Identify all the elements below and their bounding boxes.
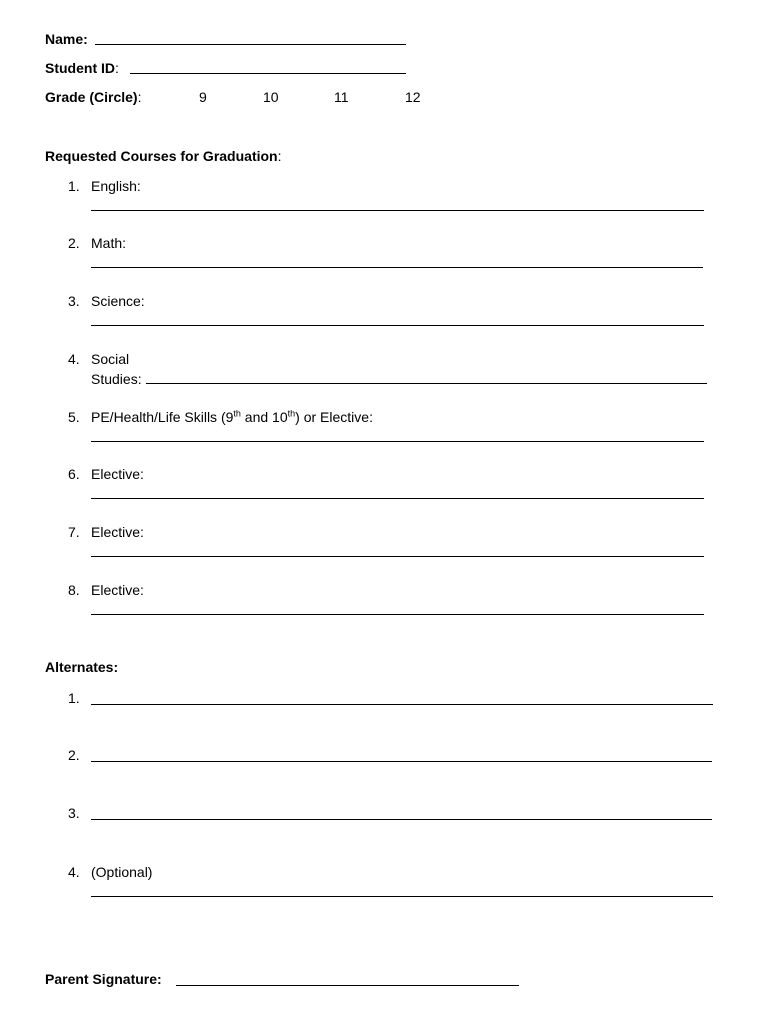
course-3-number: 3.	[68, 293, 80, 309]
course-8-number: 8.	[68, 582, 80, 598]
alternate-2-number: 2.	[68, 747, 80, 763]
course-5-label-a: PE/Health/Life Skills (9	[91, 409, 234, 425]
course-2-field[interactable]	[91, 267, 703, 268]
requested-heading-colon: :	[277, 148, 282, 164]
alternate-3-number: 3.	[68, 805, 80, 821]
grade-option-9[interactable]: 9	[199, 89, 207, 105]
course-7-field[interactable]	[91, 556, 704, 557]
name-label: Name:	[45, 31, 88, 47]
course-4-label-line1: Social	[91, 351, 130, 367]
student-id-label-wrap	[45, 60, 119, 76]
requested-heading: Requested Courses for Graduation	[45, 148, 278, 164]
course-3-field[interactable]	[91, 325, 704, 326]
signature-label: Parent Signature:	[45, 971, 162, 987]
course-5-sup1: th	[233, 408, 241, 419]
course-1-label: English:	[91, 178, 141, 194]
course-3-label: Science:	[91, 293, 145, 309]
course-6-number: 6.	[68, 466, 80, 482]
course-8-label: Elective:	[91, 582, 144, 598]
course-5-number: 5.	[68, 409, 80, 425]
course-4-number: 4.	[68, 351, 80, 367]
alternate-1-field[interactable]	[91, 704, 713, 705]
student-id-label: Student ID	[45, 60, 115, 76]
grade-colon: :	[137, 89, 142, 105]
alternate-1-number: 1.	[68, 690, 80, 706]
requested-heading-wrap	[45, 148, 281, 164]
student-id-colon: :	[115, 60, 119, 76]
course-4-field[interactable]	[146, 383, 707, 384]
course-7-label: Elective:	[91, 524, 144, 540]
course-2-number: 2.	[68, 235, 80, 251]
course-1-number: 1.	[68, 178, 80, 194]
name-field[interactable]	[95, 44, 406, 45]
course-5-label-c: ) or Elective:	[295, 409, 373, 425]
alternate-4-label: (Optional)	[91, 864, 153, 880]
course-4-label-line2: Studies:	[91, 371, 142, 387]
grade-option-10[interactable]: 10	[263, 89, 279, 105]
course-6-label: Elective:	[91, 466, 144, 482]
course-8-field[interactable]	[91, 614, 704, 615]
grade-option-11[interactable]: 11	[334, 89, 349, 105]
alternate-2-field[interactable]	[91, 761, 712, 762]
course-2-label: Math:	[91, 235, 127, 251]
grade-label: Grade (Circle)	[45, 89, 138, 105]
alternate-4-field[interactable]	[91, 896, 713, 897]
grade-label-wrap	[45, 89, 141, 105]
course-5-label	[91, 409, 373, 425]
alternates-heading: Alternates:	[45, 659, 119, 675]
course-7-number: 7.	[68, 524, 80, 540]
course-5-field[interactable]	[91, 441, 704, 442]
grade-option-12[interactable]: 12	[405, 89, 421, 105]
course-5-sup2: th	[287, 408, 296, 419]
signature-field[interactable]	[176, 985, 519, 986]
alternate-3-field[interactable]	[91, 819, 712, 820]
student-id-field[interactable]	[130, 73, 406, 74]
course-5-label-b: and 10	[240, 409, 288, 425]
course-1-field[interactable]	[91, 210, 704, 211]
course-6-field[interactable]	[91, 498, 704, 499]
alternate-4-number: 4.	[68, 864, 80, 880]
